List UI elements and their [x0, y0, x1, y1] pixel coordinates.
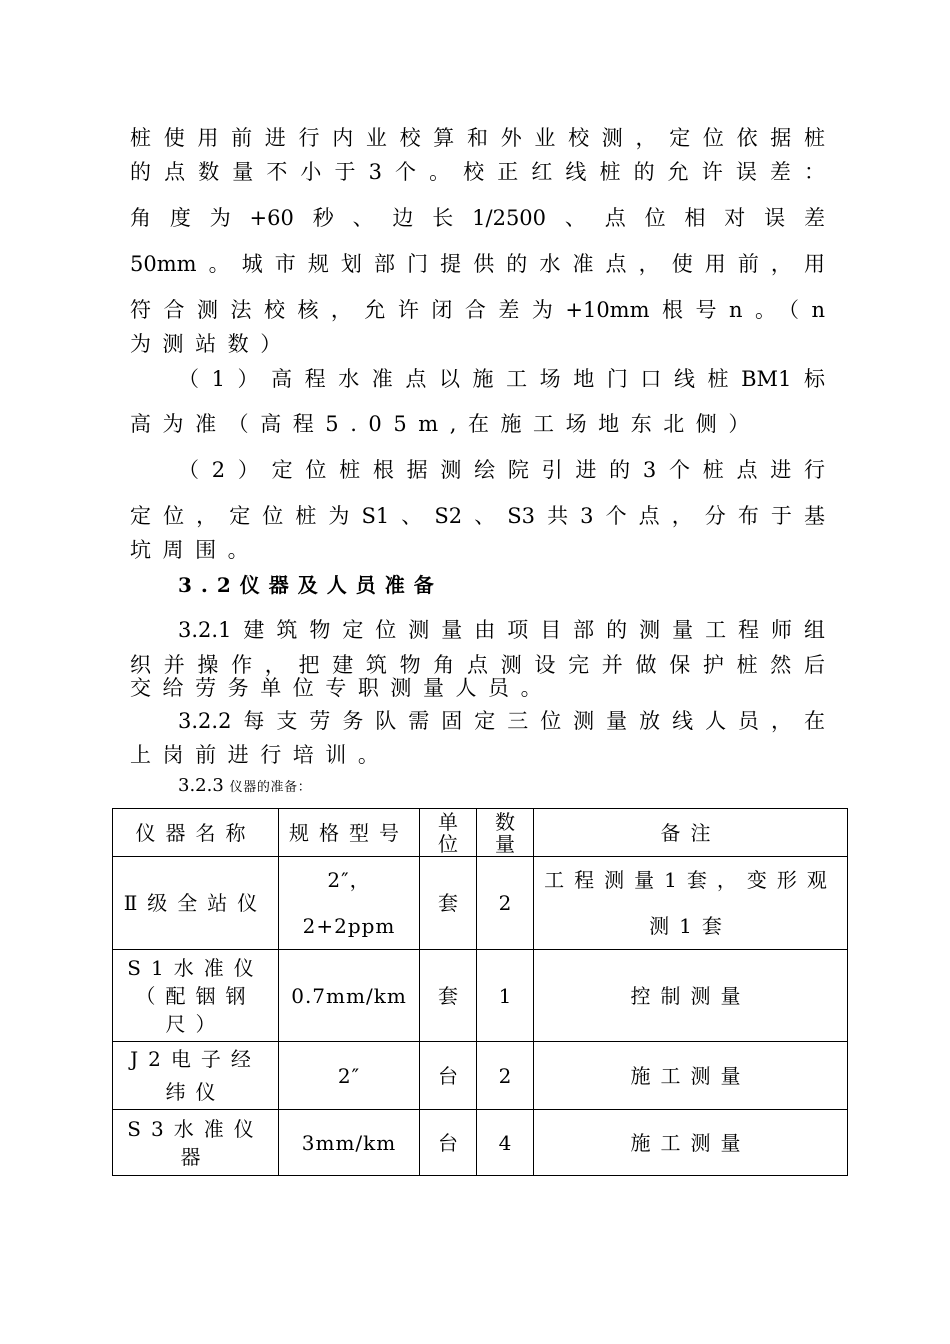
paragraph-line: 交给劳务单位专职测量人员。 [130, 676, 554, 700]
qty-cell: 1 [477, 950, 534, 1042]
paragraph-line: 上岗前进行培训。 [130, 743, 391, 767]
paragraph-line: 定位，定位桩为S1、S2、S3共3个点，分布于基 [130, 504, 825, 528]
paragraph-line: 高为准（高程5.05m,在施工场地东北侧） [130, 412, 761, 436]
caption-text: 仪器的准备： [229, 780, 312, 795]
instrument-name-cell: J2电子经纬仪 [113, 1042, 279, 1110]
paragraph-line: 桩使用前进行内业校算和外业校测，定位依据桩 [130, 126, 825, 150]
table-row [113, 857, 848, 950]
qty-cell: 2 [477, 857, 534, 950]
spec-cell: 2″，2+2ppm [279, 857, 420, 950]
instrument-name-cell: Ⅱ级全站仪 [113, 857, 279, 950]
table-row [113, 1042, 848, 1110]
table-caption [178, 775, 311, 796]
note-cell: 控制测量 [534, 950, 848, 1042]
table-row [113, 950, 848, 1042]
table-header-row [113, 809, 848, 857]
paragraph-line: 的点数量不小于3个。校正红线桩的允许误差： [130, 160, 825, 184]
paragraph-line: 坑周围。 [130, 538, 261, 562]
paragraph-line: 符合测法校核，允许闭合差为+10mm根号n。（n [130, 298, 825, 322]
instrument-table [112, 808, 848, 1176]
note-cell: 施工测量 [534, 1110, 848, 1176]
unit-cell: 套 [420, 950, 477, 1042]
instrument-name-cell: S3水准仪器 [113, 1110, 279, 1176]
qty-cell: 4 [477, 1110, 534, 1176]
header-cell: 备注 [534, 809, 848, 857]
paragraph-line: （1）高程水准点以施工场地门口线桩BM1标 [178, 367, 825, 391]
paragraph-line: 为测站数） [130, 332, 293, 356]
header-cell: 单位 [420, 809, 477, 857]
header-cell: 规格型号 [279, 809, 420, 857]
spec-cell: 3mm/km [279, 1110, 420, 1176]
header-cell: 数量 [477, 809, 534, 857]
paragraph-line: 织并操作，把建筑物角点测设完并做保护桩然后 [130, 653, 825, 677]
paragraph-line: （2）定位桩根据测绘院引进的3个桩点进行 [178, 458, 825, 482]
spec-cell: 2″ [279, 1042, 420, 1110]
instrument-name-cell: S1水准仪（配铟钢尺） [113, 950, 279, 1042]
unit-cell: 台 [420, 1042, 477, 1110]
note-cell: 施工测量 [534, 1042, 848, 1110]
section-heading: 3.2仪器及人员准备 [178, 573, 443, 597]
unit-cell: 套 [420, 857, 477, 950]
unit-cell: 台 [420, 1110, 477, 1176]
qty-cell: 2 [477, 1042, 534, 1110]
caption-number: 3.2.3 [178, 775, 224, 796]
header-cell: 仪器名称 [113, 809, 279, 857]
paragraph-line: 3.2.2每支劳务队需固定三位测量放线人员，在 [178, 709, 825, 733]
paragraph-line: 角度为+60秒、边长1/2500、点位相对误差 [130, 206, 825, 230]
table-row [113, 1110, 848, 1176]
note-cell: 工程测量1套，变形观测1套 [534, 857, 848, 950]
spec-cell: 0.7mm/km [279, 950, 420, 1042]
paragraph-line: 50mm。城市规划部门提供的水准点，使用前，用 [130, 252, 825, 276]
paragraph-line: 3.2.1建筑物定位测量由项目部的测量工程师组 [178, 618, 825, 642]
